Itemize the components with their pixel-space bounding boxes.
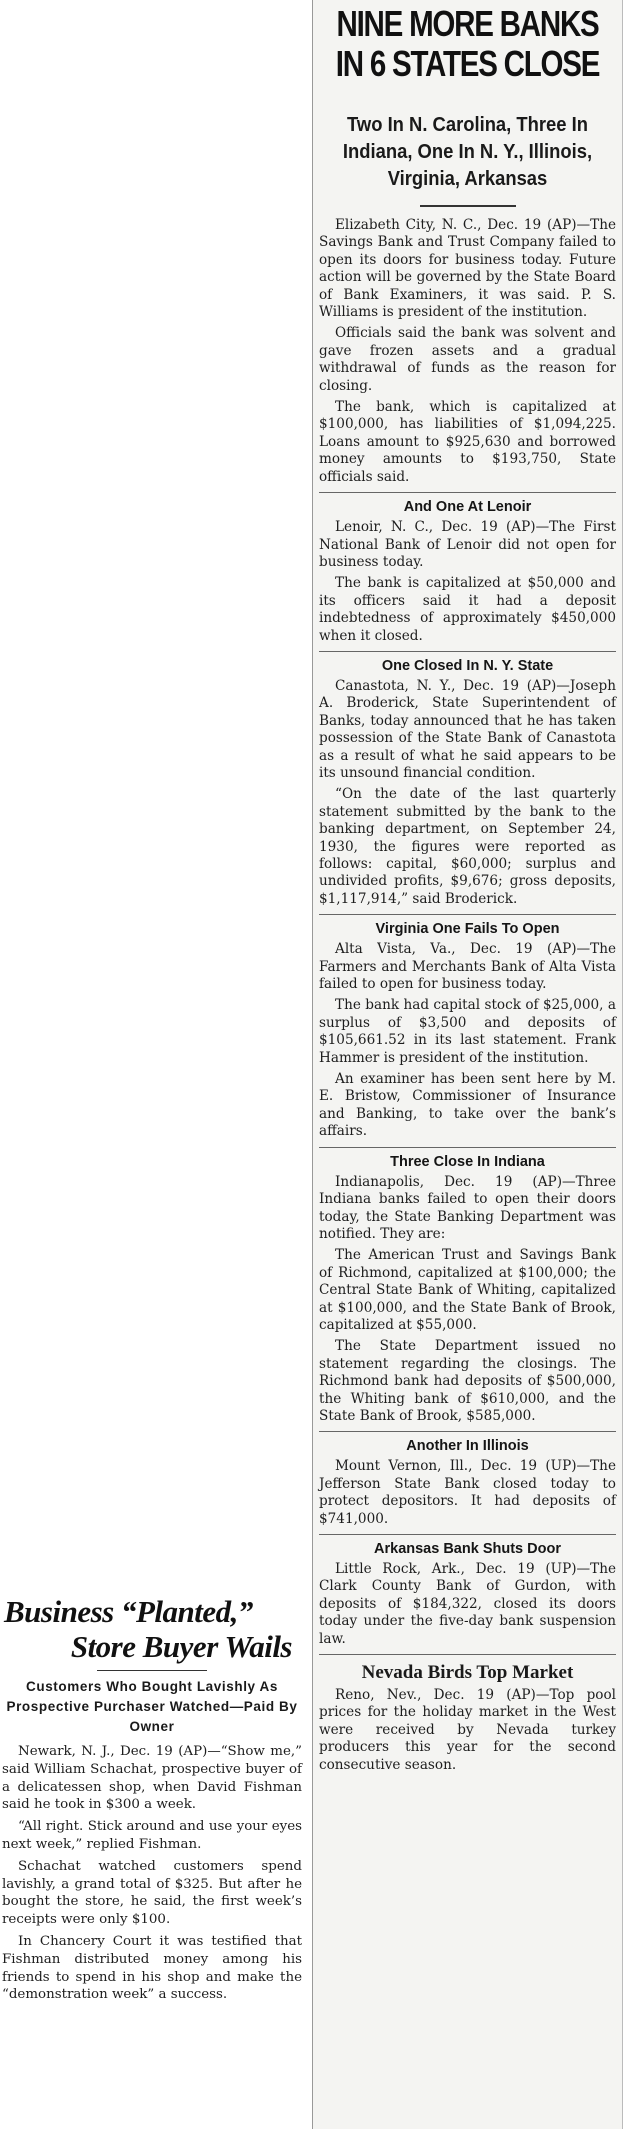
section-heading: Virginia One Fails To Open bbox=[375, 921, 560, 938]
section-paragraph: Mount Vernon, Ill., Dec. 19 (UP)—The Jefferson State Bank closed today to protect depositors. It had deposits of $741,000. bbox=[319, 1458, 616, 1527]
deck-rule bbox=[420, 205, 516, 207]
main-headline-line-1: NINE MORE BANKS bbox=[336, 3, 599, 44]
left-paragraph: In Chancery Court it was testified that Fishman distributed money among his friends to spend in his shop and make the “demonstration week” a success. bbox=[2, 1933, 302, 2003]
section-paragraph: Lenoir, N. C., Dec. 19 (AP)—The First National Bank of Lenoir did not open for business today. bbox=[319, 519, 616, 570]
birds-heading: Nevada Birds Top Market bbox=[361, 1662, 574, 1684]
birds-paragraph: Reno, Nev., Dec. 19 (AP)—Top pool prices for the holiday market in the West were received by Nevada turkey producers this year for the second consecutive season. bbox=[319, 1687, 616, 1773]
left-paragraph: Schachat watched customers spend lavishly, a grand total of $325. But after he bought the store, he said, the first week’s receipts were only $100. bbox=[2, 1858, 302, 1928]
left-deck: Customers Who Bought Lavishly As Prospective Purchaser Watched—Paid By Owner bbox=[6, 1679, 298, 1734]
left-headline-line-1: Business “Planted,” bbox=[4, 1594, 253, 1629]
section-paragraph: Canastota, N. Y., Dec. 19 (AP)—Joseph A. Broderick, State Superintendent of Banks, today announced that he has taken possession of the State Bank of Canastota as a result of what he said appears to be its unsound financial condition. bbox=[319, 677, 616, 781]
section-paragraph: Indianapolis, Dec. 19 (AP)—Three Indiana banks failed to open their doors today, the State Banking Department was notified. They are: bbox=[319, 1173, 616, 1242]
section-paragraph: The bank is capitalized at $50,000 and its officers said it had a deposit indebtedness of approximately $450,000 when it closed. bbox=[319, 575, 616, 644]
section-paragraph: Little Rock, Ark., Dec. 19 (UP)—The Clark County Bank of Gurdon, with deposits of $184,322, closed its doors today under the five-day bank suspension law. bbox=[319, 1561, 616, 1647]
section-divider bbox=[319, 1431, 616, 1432]
main-deck: Two In N. Carolina, Three In Indiana, One In N. Y., Illinois, Virginia, Arkansas bbox=[342, 114, 593, 190]
section-heading: Another In Illinois bbox=[406, 1438, 529, 1455]
main-headline bbox=[321, 4, 614, 84]
section-paragraph: An examiner has been sent here by M. E. Bristow, Commissioner of Insurance and Banking, to take over the bank’s affairs. bbox=[319, 1071, 616, 1140]
main-article-column bbox=[312, 0, 623, 2129]
section-divider bbox=[319, 914, 616, 915]
section-paragraph: “On the date of the last quarterly statement submitted by the bank to the banking department, on September 24, 1930, the figures were reported as follows: capital, $60,000; surplus and undivided profits, $9,676; gross deposits, $1,117,914,” said Broderick. bbox=[319, 786, 616, 907]
section-paragraph: The bank had capital stock of $25,000, a surplus of $3,500 and deposits of $105,661.52 in its last statement. Frank Hammer is president of the institution. bbox=[319, 997, 616, 1066]
section-paragraph: The State Department issued no statement regarding the closings. The Richmond bank had deposits of $500,000, the Whiting bank of $610,000, and the State Bank of Brook, $585,000. bbox=[319, 1338, 616, 1424]
section-divider bbox=[319, 651, 616, 652]
section-paragraph: The bank, which is capitalized at $100,000, has liabilities of $1,094,225. Loans amount to $925,630 and borrowed money amounts to $193,750, State officials said. bbox=[319, 399, 616, 485]
section-heading: And One At Lenoir bbox=[403, 499, 532, 516]
section-paragraph: Elizabeth City, N. C., Dec. 19 (AP)—The Savings Bank and Trust Company failed to open its doors for business today. Future action will be governed by the State Board of Bank Examiners, it was said. P. S. Williams is president of the institution. bbox=[319, 217, 616, 321]
section-paragraph: Officials said the bank was solvent and gave frozen assets and a gradual withdrawal of funds as the reason for closing. bbox=[319, 325, 616, 394]
section-paragraph: The American Trust and Savings Bank of Richmond, capitalized at $100,000; the Central State Bank of Whiting, capitalized at $100,000, and the State Bank of Brook, capitalized at $55,000. bbox=[319, 1247, 616, 1333]
section-heading: One Closed In N. Y. State bbox=[381, 657, 554, 674]
birds-divider bbox=[319, 1654, 616, 1655]
section-heading: Three Close In Indiana bbox=[390, 1153, 545, 1170]
left-headline-line-2: Store Buyer Wails bbox=[70, 1629, 292, 1664]
section-heading: Arkansas Bank Shuts Door bbox=[374, 1541, 561, 1557]
main-sections bbox=[319, 217, 616, 1648]
section-paragraph: Alta Vista, Va., Dec. 19 (AP)—The Farmers and Merchants Bank of Alta Vista failed to open for business today. bbox=[319, 941, 616, 993]
left-paragraph: “All right. Stick around and use your eyes next week,” replied Fishman. bbox=[2, 1819, 302, 1852]
left-headline bbox=[2, 1594, 302, 1664]
section-divider bbox=[319, 1534, 616, 1535]
section-divider bbox=[319, 492, 616, 493]
section-divider bbox=[319, 1147, 616, 1148]
left-headline-rule bbox=[97, 1670, 207, 1671]
left-article-column bbox=[0, 1594, 306, 2129]
left-paragraph: Newark, N. J., Dec. 19 (AP)—“Show me,” said William Schachat, prospective buyer of a delicatessen shop, when David Fishman said he took in $300 a week. bbox=[2, 1744, 302, 1813]
main-headline-line-2: IN 6 STATES CLOSE bbox=[335, 43, 600, 84]
